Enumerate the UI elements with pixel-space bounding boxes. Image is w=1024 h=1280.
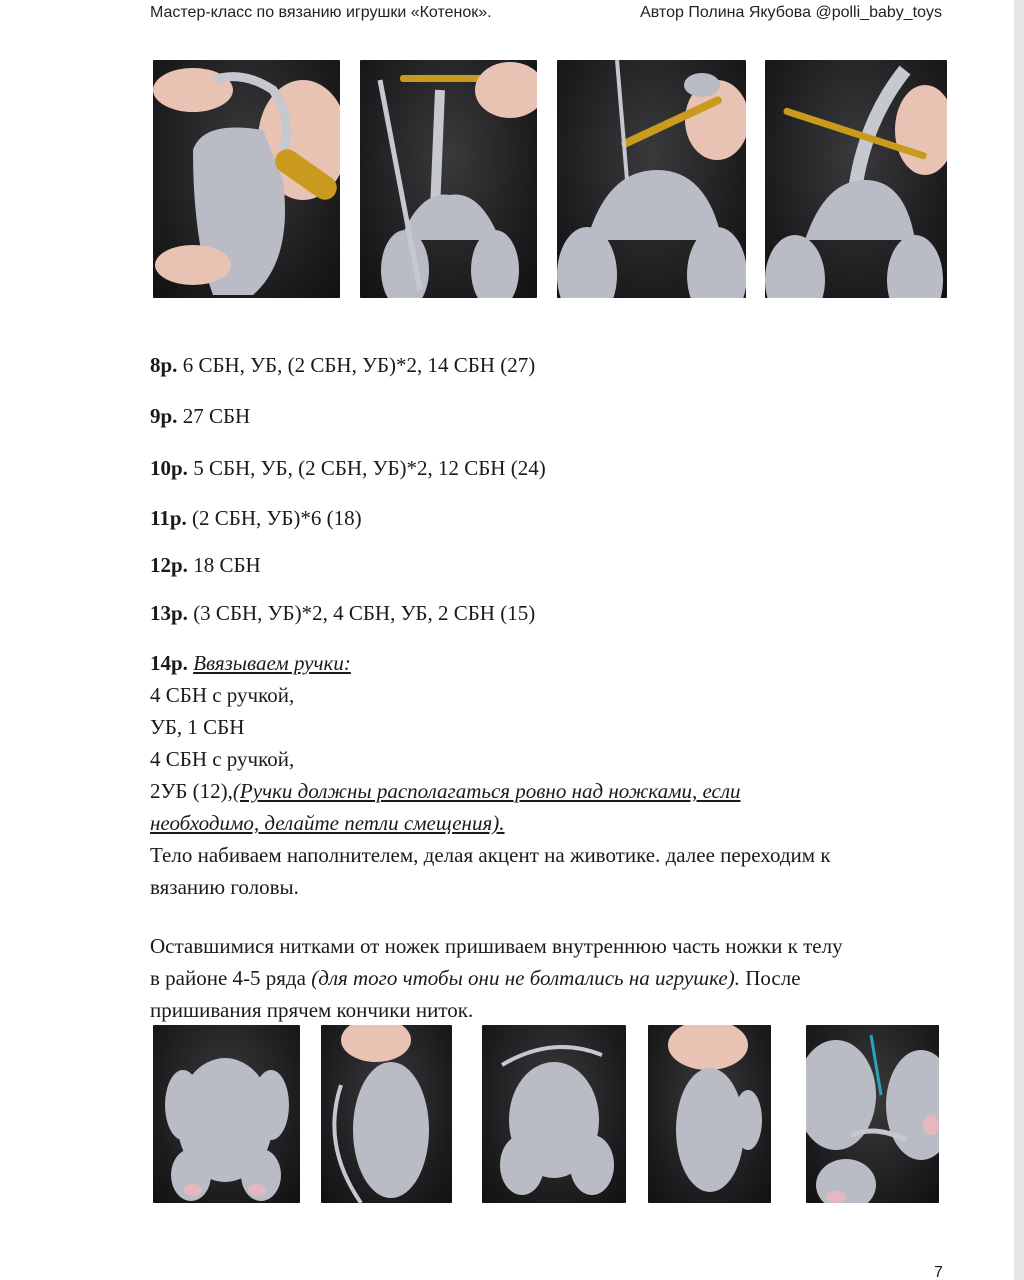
- photo-finished-back: [153, 1025, 300, 1203]
- photo-needle-closeup: [806, 1025, 939, 1203]
- page-number: 7: [934, 1264, 943, 1280]
- row-9: 9р. 27 СБН: [150, 404, 251, 428]
- photo-held-side: [321, 1025, 452, 1203]
- row-12: 12р. 18 СБН: [150, 553, 261, 577]
- sewing-paragraph: [150, 930, 843, 1026]
- page-edge: [1014, 0, 1024, 1280]
- photo-held-front: [648, 1025, 771, 1203]
- photo-bottom-view: [482, 1025, 626, 1203]
- photo-body-hook-view: [765, 60, 947, 298]
- sewing-line-3: пришивания прячем кончики ниток.: [150, 998, 474, 1022]
- row-10: 10р. 5 СБН, УБ, (2 СБН, УБ)*2, 12 СБН (24): [150, 456, 546, 480]
- stuffing-line-1: Тело набиваем наполнителем, делая акцент на животике. далее переходим к: [150, 843, 831, 867]
- row-14-line: 4 СБН с ручкой,: [150, 683, 295, 707]
- sewing-line-2: в районе 4-5 ряда (для того чтобы они не болтались на игрушке). После: [150, 966, 801, 990]
- photo-legs-attached: [360, 60, 537, 298]
- photo-crochet-body-start: [153, 60, 340, 298]
- row-14-line: 4 СБН с ручкой,: [150, 747, 295, 771]
- row-13: 13р. (3 СБН, УБ)*2, 4 СБН, УБ, 2 СБН (15): [150, 601, 536, 625]
- row-14-block: [150, 647, 831, 903]
- row-14-heading: 14р. Ввязываем ручки:: [150, 651, 351, 675]
- row-11: 11р. (2 СБН, УБ)*6 (18): [150, 506, 362, 530]
- row-8: 8р. 6 СБН, УБ, (2 СБН, УБ)*2, 14 СБН (27): [150, 353, 536, 377]
- row-14-note-end: необходимо, делайте петли смещения).: [150, 811, 505, 835]
- sewing-line-1: Оставшимися нитками от ножек пришиваем внутреннюю часть ножки к телу: [150, 934, 843, 958]
- row-14-line: УБ, 1 СБН: [150, 715, 245, 739]
- header-author: Автор Полина Якубова @polli_baby_toys: [640, 4, 942, 21]
- stuffing-line-2: вязанию головы.: [150, 875, 299, 899]
- photo-body-legs-view: [557, 60, 746, 298]
- row-14-last-line: 2УБ (12),(Ручки должны располагаться ровно над ножками, если: [150, 779, 741, 803]
- header-title: Мастер-класс по вязанию игрушки «Котенок».: [150, 4, 492, 21]
